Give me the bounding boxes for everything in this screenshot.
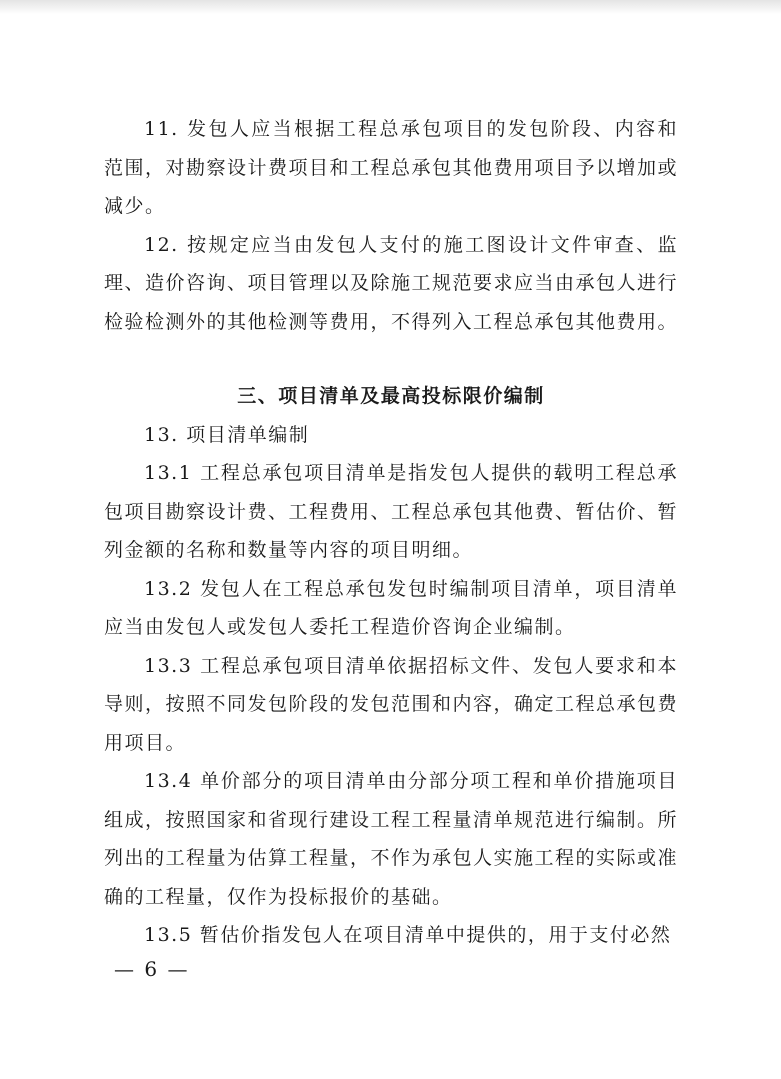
paragraph-13-1: 13.1 工程总承包项目清单是指发包人提供的载明工程总承包项目勘察设计费、工程费用、工程总承包其他费、暂估价、暂列金额的名称和数量等内容的项目明细。 (104, 462, 679, 561)
section-spacer (104, 341, 678, 377)
paragraph-13-4: 13.4 单价部分的项目清单由分部分项工程和单价措施项目组成，按照国家和省现行建设工程工程量清单规范进行编制。所列出的工程量为估算工程量，不作为承包人实施工程的实际或准确的工程量，仅作为投标报价的基础。 (104, 770, 679, 908)
paragraph-13-2: 13.2 发包人在工程总承包发包时编制项目清单，项目清单应当由发包人或发包人委托工程造价咨询企业编制。 (104, 577, 678, 638)
paragraph-12: 12. 按规定应当由发包人支付的施工图设计文件审查、监理、造价咨询、项目管理以及除施工规范要求应当由承包人进行检验检测外的其他检测等费用，不得列入工程总承包其他费用。 (104, 233, 679, 333)
document-page-body (104, 110, 678, 955)
page-number: — 6 — (114, 957, 190, 981)
section-heading: 三、项目清单及最高投标限价编制 (237, 385, 545, 407)
paragraph-13: 13. 项目清单编制 (144, 423, 310, 446)
top-edge-shadow (0, 0, 781, 14)
paragraph-13-3: 13.3 工程总承包项目清单依据招标文件、发包人要求和本导则，按照不同发包阶段的发包范围和内容，确定工程总承包费用项目。 (104, 654, 679, 754)
paragraph-13-5: 13.5 暂估价指发包人在项目清单中提供的，用于支付必然 (144, 924, 672, 946)
paragraph-11: 11. 发包人应当根据工程总承包项目的发包阶段、内容和范围，对勘察设计费项目和工程总承包其他费用项目予以增加或减少。 (104, 118, 679, 217)
